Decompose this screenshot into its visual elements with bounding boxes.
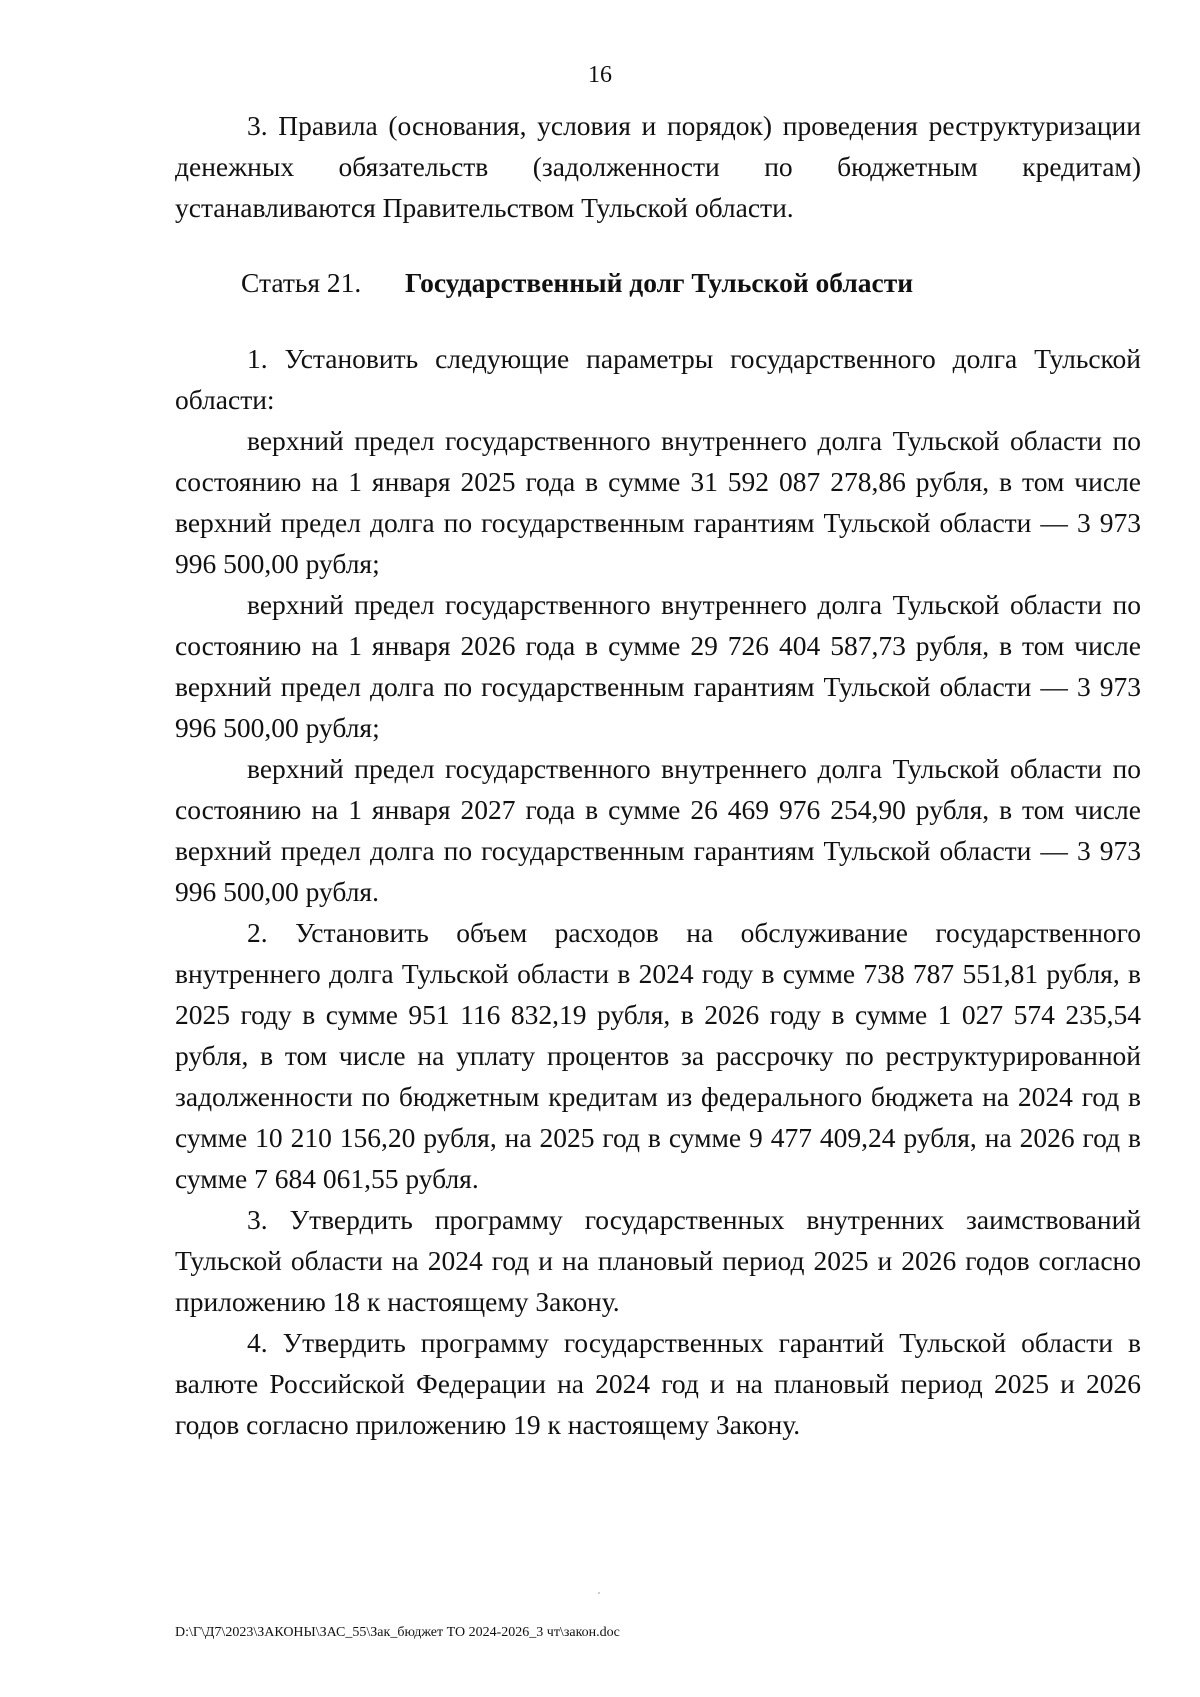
paragraph-debt-limit-2025: верхний предел государственного внутреннего долга Тульской области по состоянию на 1 января 2025 года в сумме 31 592 087 278,86 рубля, в том числе верхний предел долга по государственным гарантиям Тульской области — 3 973 996 500,00 рубля; xyxy=(175,425,1141,579)
paragraph-debt-parameters: 1. Установить следующие параметры государственного долга Тульской области: xyxy=(175,343,1141,415)
article-heading xyxy=(241,262,913,303)
paragraph-debt-limit-2027: верхний предел государственного внутреннего долга Тульской области по состоянию на 1 января 2027 года в сумме 26 469 976 254,90 рубля, в том числе верхний предел долга по государственным гарантиям Тульской области — 3 973 996 500,00 рубля. xyxy=(175,753,1141,907)
article-title: Государственный долг Тульской области xyxy=(405,267,914,298)
paragraph-restructuring-rules: 3. Правила (основания, условия и порядок) проведения реструктуризации денежных обязательств (задолженности по бюджетным кредитам) устанавливаются Правительством Тульской области. xyxy=(175,110,1141,223)
article-label: Статья 21. xyxy=(241,267,362,298)
footer-file-path: D:\Г\Д7\2023\ЗАКОНЫ\ЗАС_55\Зак_бюджет ТО 2024-2026_3 чт\закон.doc xyxy=(175,1625,620,1640)
intro-block xyxy=(175,105,1141,228)
paragraph-borrowing-program: 3. Утвердить программу государственных внутренних заимствований Тульской области на 2024 год и на плановый период 2025 и 2026 годов согласно приложению 18 к настоящему Закону. xyxy=(175,1204,1141,1317)
paragraph-debt-service-expenses: 2. Установить объем расходов на обслуживание государственного внутреннего долга Тульской области в 2024 году в сумме 738 787 551,81 рубля, в 2025 году в сумме 951 116 832,19 рубля, в 2026 году в сумме 1 027 574 235,54 рубля, в том числе на уплату процентов за рассрочку по реструктурированной задолженности по бюджетным кредитам из федерального бюджета на 2024 год в сумме 10 210 156,20 рубля, на 2025 год в сумме 9 477 409,24 рубля, на 2026 год в сумме 7 684 061,55 рубля. xyxy=(175,917,1141,1194)
article-body xyxy=(175,338,1141,1445)
paragraph-guarantee-program: 4. Утвердить программу государственных гарантий Тульской области в валюте Российской Федерации на 2024 год и на плановый период 2025 и 2026 годов согласно приложению 19 к настоящему Закону. xyxy=(175,1327,1141,1440)
page-number: 16 xyxy=(588,62,612,88)
paragraph-debt-limit-2026: верхний предел государственного внутреннего долга Тульской области по состоянию на 1 января 2026 года в сумме 29 726 404 587,73 рубля, в том числе верхний предел долга по государственным гарантиям Тульской области — 3 973 996 500,00 рубля; xyxy=(175,589,1141,743)
scan-speck xyxy=(598,1592,600,1594)
